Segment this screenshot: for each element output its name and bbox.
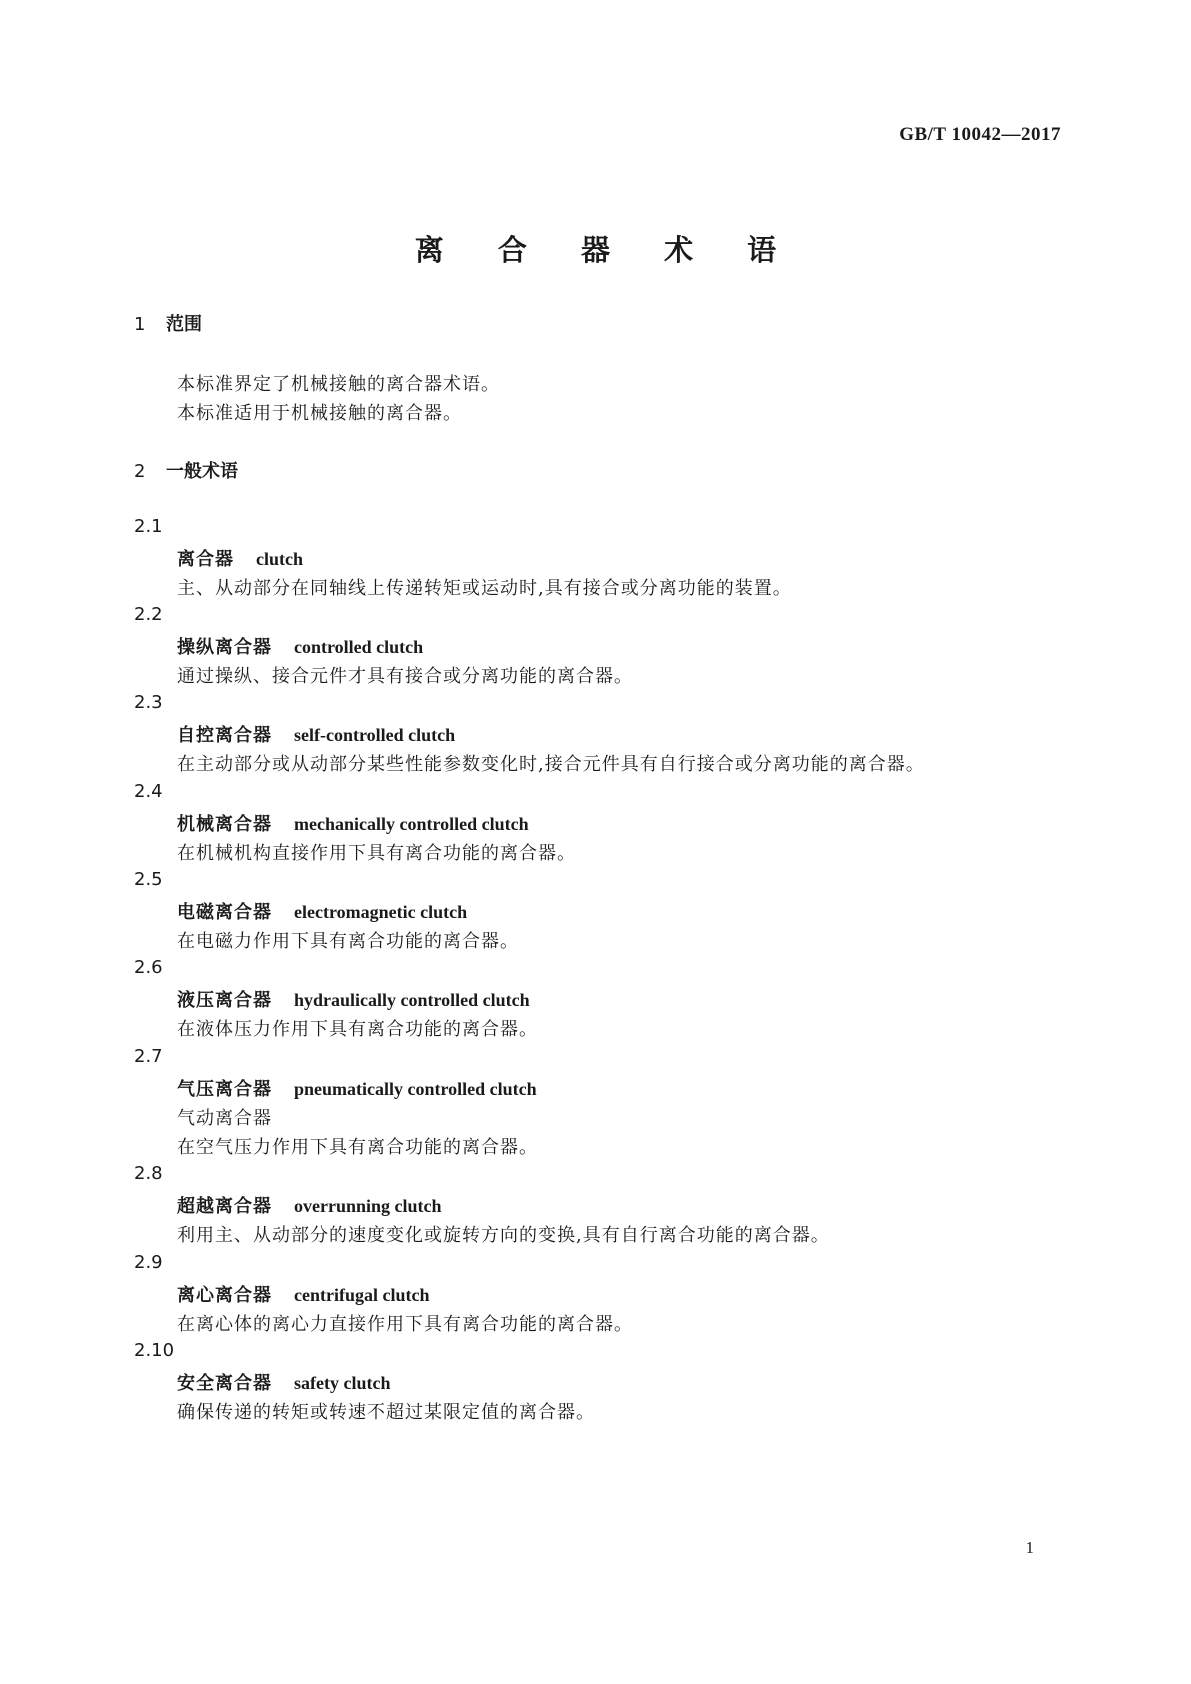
term-number: 2.9 [134,1252,163,1273]
section-title: 范围 [166,314,202,335]
term-chinese: 电磁离合器 [177,902,272,923]
term-english: mechanically controlled clutch [294,814,529,834]
section-heading-scope [134,310,202,336]
term-definition: 通过操纵、接合元件才具有接合或分离功能的离合器。 [177,666,633,687]
term-number: 2.8 [134,1163,163,1184]
term-number: 2.7 [134,1046,163,1067]
term-heading [177,1369,390,1395]
term-definition: 在主动部分或从动部分某些性能参数变化时,接合元件具有自行接合或分离功能的离合器。 [177,754,925,775]
term-definition: 主、从动部分在同轴线上传递转矩或运动时,具有接合或分离功能的装置。 [177,578,792,599]
standard-code: GB/T 10042—2017 [899,124,1061,145]
term-number: 2.2 [134,604,163,625]
scope-paragraph: 本标准适用于机械接触的离合器。 [177,403,462,424]
term-heading [177,1192,442,1218]
term-definition: 确保传递的转矩或转速不超过某限定值的离合器。 [177,1402,595,1423]
term-chinese: 安全离合器 [177,1373,272,1394]
term-chinese: 操纵离合器 [177,637,272,658]
term-heading [177,1281,429,1307]
term-definition: 在液体压力作用下具有离合功能的离合器。 [177,1019,538,1040]
term-definition: 在机械机构直接作用下具有离合功能的离合器。 [177,843,576,864]
term-english: controlled clutch [294,637,424,657]
section-title: 一般术语 [166,461,238,482]
term-english: pneumatically controlled clutch [294,1079,537,1099]
term-heading [177,986,530,1012]
document-title: 离 合 器 术 语 [414,233,799,267]
term-chinese: 气压离合器 [177,1079,272,1100]
term-heading [177,1075,537,1101]
term-english: hydraulically controlled clutch [294,990,530,1010]
term-definition: 在离心体的离心力直接作用下具有离合功能的离合器。 [177,1314,633,1335]
term-definition: 在空气压力作用下具有离合功能的离合器。 [177,1137,538,1158]
term-definition: 利用主、从动部分的速度变化或旋转方向的变换,具有自行离合功能的离合器。 [177,1225,830,1246]
term-english: overrunning clutch [294,1196,442,1216]
section-number: 1 [134,314,146,335]
term-english: clutch [256,549,303,569]
term-chinese: 自控离合器 [177,725,272,746]
scope-paragraph: 本标准界定了机械接触的离合器术语。 [177,374,500,395]
term-number: 2.6 [134,957,163,978]
term-number: 2.3 [134,692,163,713]
page-number: 1 [1025,1538,1034,1557]
term-chinese: 机械离合器 [177,814,272,835]
term-heading [177,721,455,747]
term-english: electromagnetic clutch [294,902,468,922]
term-number: 2.10 [134,1340,175,1361]
term-number: 2.4 [134,781,163,802]
term-english: safety clutch [294,1373,391,1393]
section-number: 2 [134,461,146,482]
term-chinese: 离心离合器 [177,1285,272,1306]
term-heading [177,810,529,836]
term-heading [177,545,303,571]
term-english: centrifugal clutch [294,1285,430,1305]
term-chinese: 离合器 [177,549,234,570]
term-english: self-controlled clutch [294,725,456,745]
term-chinese: 液压离合器 [177,990,272,1011]
term-definition: 在电磁力作用下具有离合功能的离合器。 [177,931,519,952]
term-number: 2.1 [134,516,163,537]
section-heading-general [134,457,238,483]
term-heading [177,898,467,924]
term-synonym: 气动离合器 [177,1108,272,1129]
term-number: 2.5 [134,869,163,890]
term-heading [177,633,423,659]
term-chinese: 超越离合器 [177,1196,272,1217]
